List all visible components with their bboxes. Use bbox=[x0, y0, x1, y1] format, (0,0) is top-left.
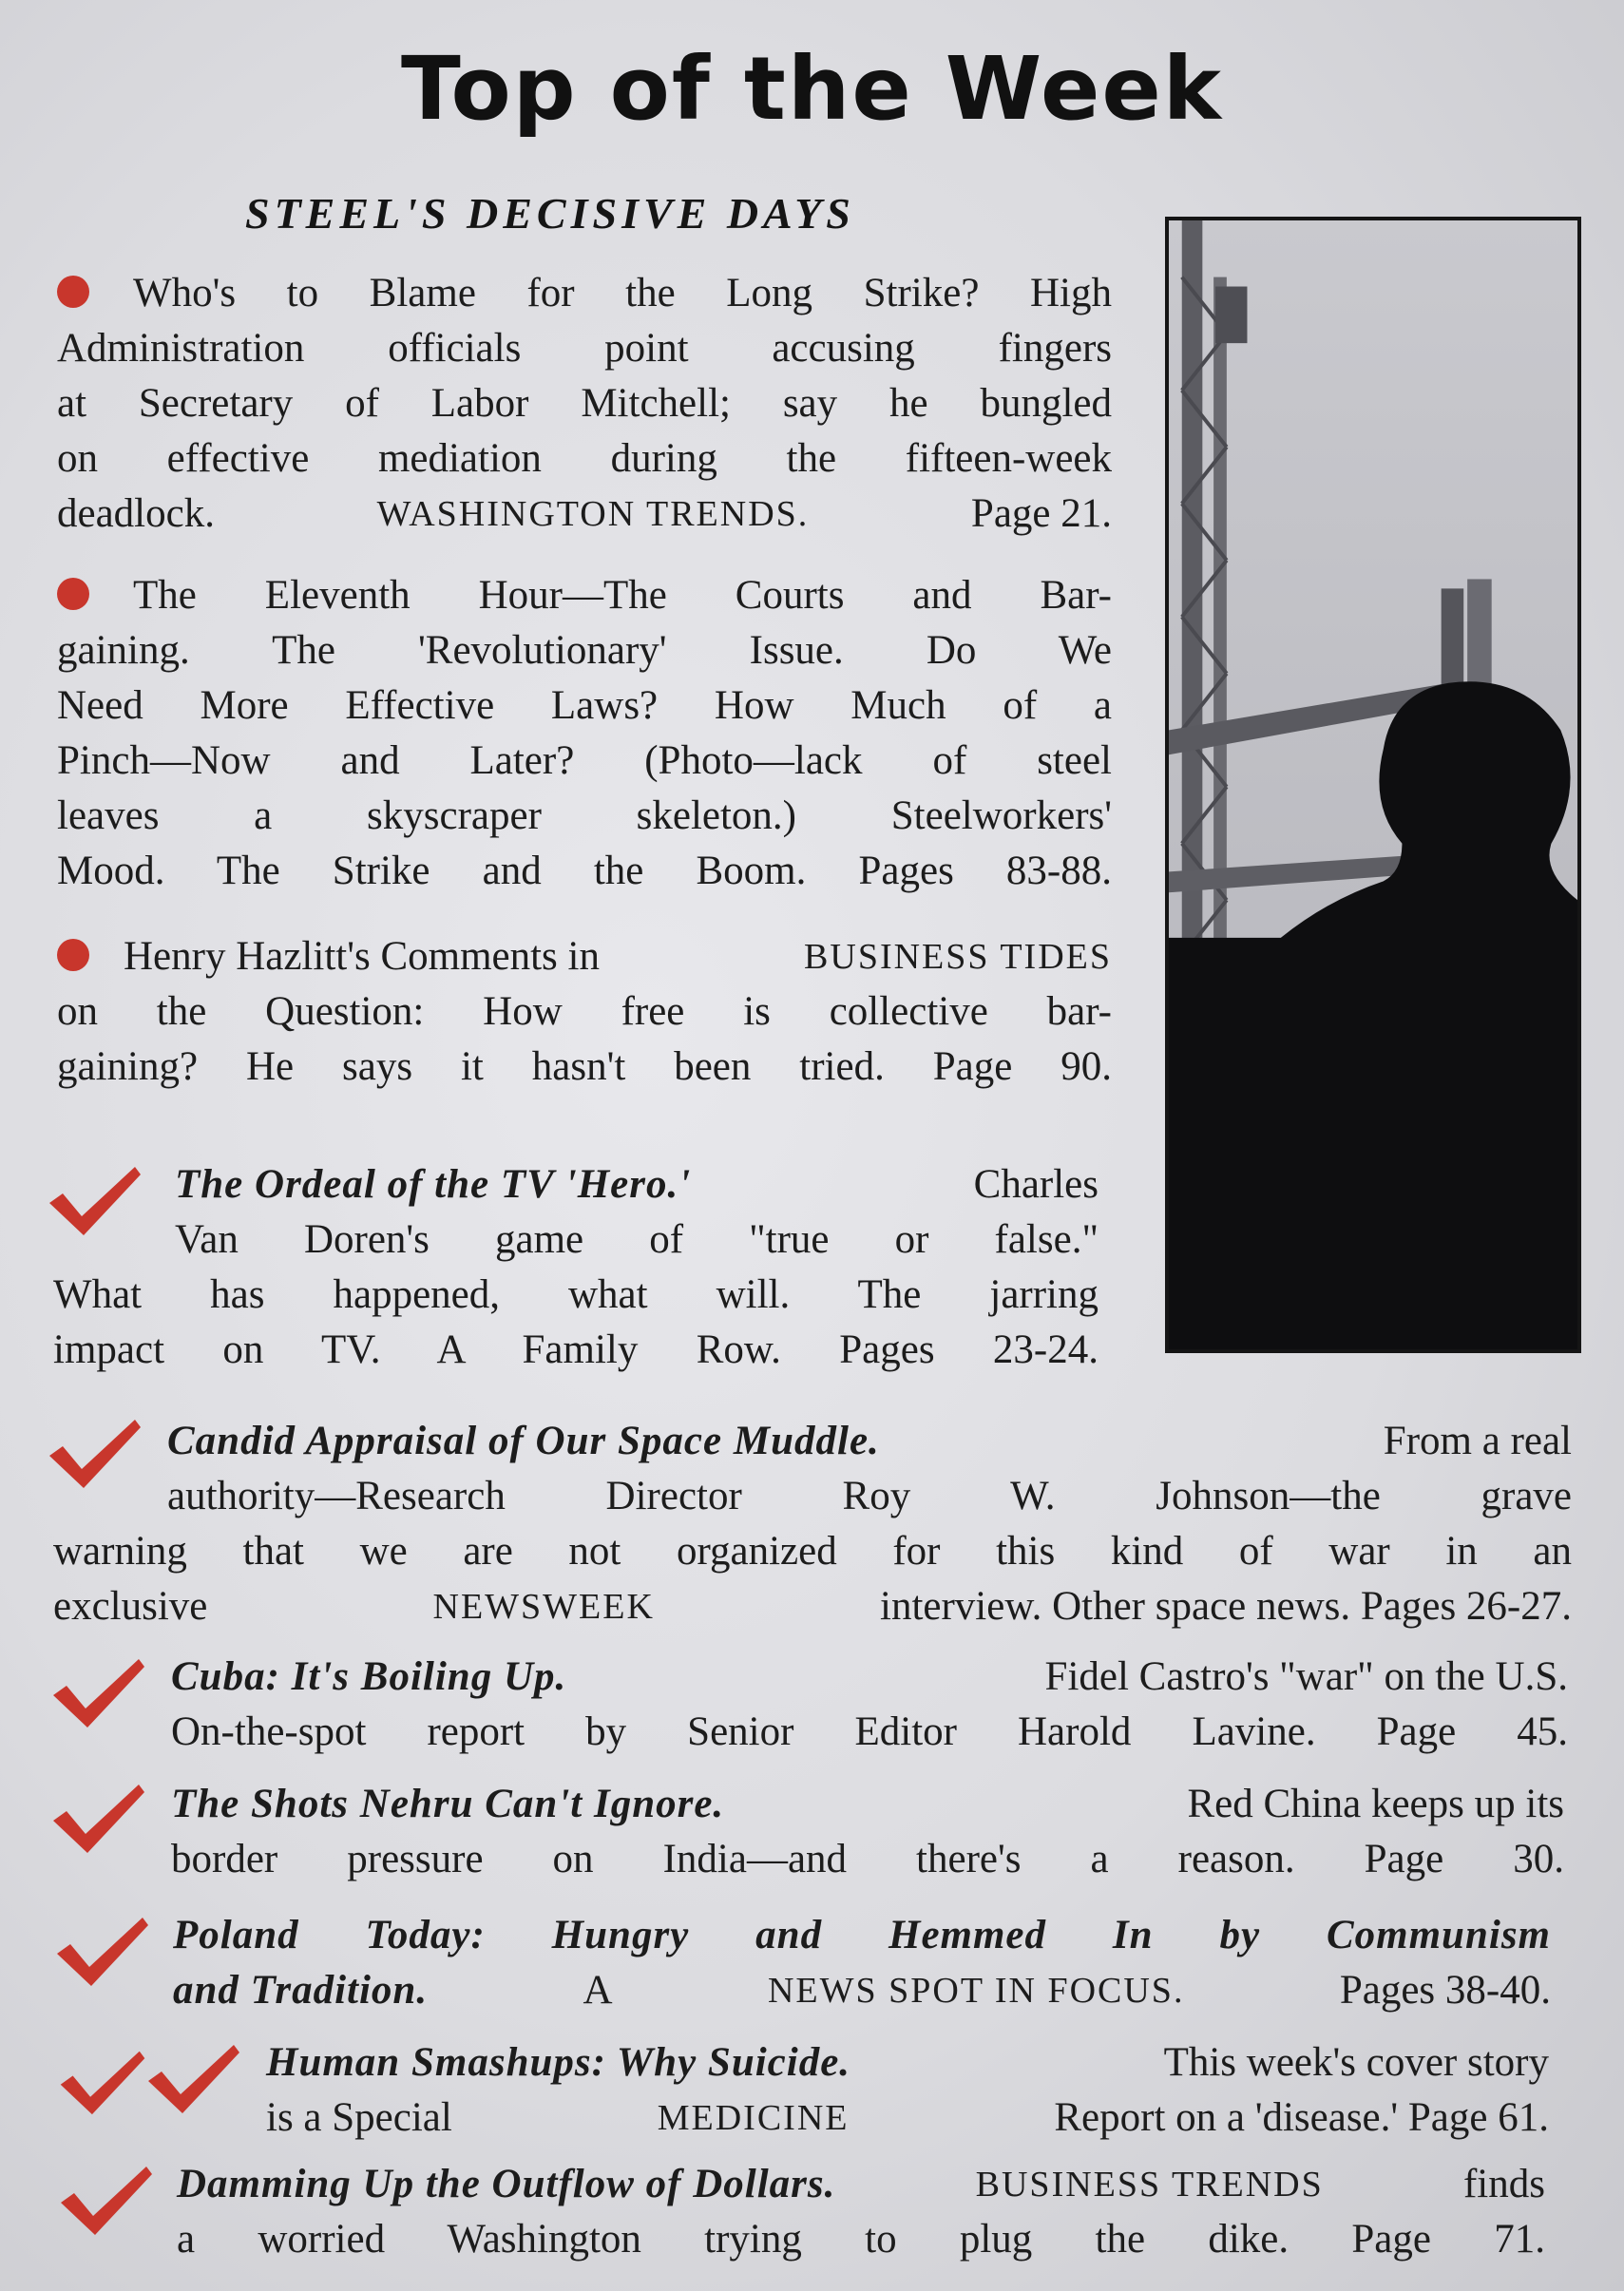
item-text-line bbox=[266, 2091, 1549, 2146]
item-text-line: authority—Research Director Roy W. Johnson—the grave bbox=[167, 1474, 1572, 1518]
item-text-line: Administration officials point accusing fingers bbox=[57, 326, 1112, 371]
item-text: is a Special bbox=[266, 2095, 452, 2140]
item-text-line: on effective mediation during the fifteen-week bbox=[57, 436, 1112, 481]
item-text-line bbox=[177, 2157, 1545, 2212]
item-text-line bbox=[171, 1777, 1564, 1832]
item-text-line: at Secretary of Labor Mitchell; say he bungled bbox=[57, 381, 1112, 426]
list-item bbox=[171, 1777, 1564, 1887]
skyscraper-silhouette-image bbox=[1169, 220, 1577, 1349]
list-item bbox=[53, 1414, 1572, 1634]
section-ref: BUSINESS TRENDS bbox=[975, 2165, 1324, 2205]
item-text-line bbox=[53, 1579, 1572, 1634]
red-checkmark-icon bbox=[57, 2161, 156, 2239]
item-text-line: warning that we are not organized for this kind of war in an bbox=[53, 1529, 1572, 1574]
magazine-name: NEWSWEEK bbox=[432, 1587, 655, 1627]
item-text-line bbox=[57, 487, 1112, 542]
item-text-line: On-the-spot report by Senior Editor Harold Lavine. Page 45. bbox=[171, 1709, 1568, 1754]
item-headline: Cuba: It's Boiling Up. bbox=[171, 1654, 567, 1699]
item-text-line: Who's to Blame for the Long Strike? High bbox=[133, 271, 1112, 315]
item-text: Fidel Castro's "war" on the U.S. bbox=[1044, 1654, 1568, 1699]
item-text-line: border pressure on India—and there's a reason. Page 30. bbox=[171, 1837, 1564, 1881]
red-checkmark-icon bbox=[53, 1912, 152, 1990]
item-text: exclusive bbox=[53, 1584, 208, 1629]
item-text: Charles bbox=[973, 1162, 1099, 1207]
section-heading: STEEL'S DECISIVE DAYS bbox=[245, 189, 855, 238]
item-text-line: gaining. The 'Revolutionary' Issue. Do We bbox=[57, 628, 1112, 673]
red-checkmark-icon bbox=[49, 1653, 148, 1731]
red-checkmark-icon bbox=[49, 1779, 148, 1857]
item-text-line bbox=[173, 1908, 1551, 1963]
item-headline: and Tradition. bbox=[173, 1968, 429, 2013]
list-item bbox=[266, 2035, 1549, 2146]
list-item bbox=[173, 1908, 1551, 2018]
item-text-line: Mood. The Strike and the Boom. Pages 83-88. bbox=[57, 849, 1112, 893]
section-ref: NEWS SPOT IN FOCUS. bbox=[767, 1971, 1185, 2011]
item-text: From a real bbox=[1383, 1419, 1572, 1463]
item-text-line: gaining? He says it hasn't been tried. Page 90. bbox=[57, 1044, 1112, 1089]
list-item bbox=[177, 2157, 1545, 2267]
item-text: A bbox=[583, 1968, 613, 2013]
item-headline: The Shots Nehru Can't Ignore. bbox=[171, 1782, 725, 1826]
red-checkmark-icon bbox=[57, 2043, 148, 2121]
item-text: interview. Other space news. Pages 26-27. bbox=[880, 1584, 1572, 1629]
list-item bbox=[57, 266, 1112, 542]
red-checkmark-icon bbox=[144, 2039, 243, 2117]
item-text-line: Van Doren's game of "true or false." bbox=[175, 1217, 1099, 1262]
item-text-line: Need More Effective Laws? How Much of a bbox=[57, 683, 1112, 728]
item-text-line bbox=[57, 929, 1112, 984]
item-text: Red China keeps up its bbox=[1187, 1782, 1564, 1826]
list-item bbox=[53, 1157, 1099, 1378]
item-headline: Damming Up the Outflow of Dollars. bbox=[177, 2162, 836, 2206]
list-item bbox=[57, 568, 1112, 899]
item-text-line: on the Question: How free is collective bar- bbox=[57, 989, 1112, 1034]
item-text-line bbox=[173, 1963, 1551, 2018]
page-ref: Report on a 'disease.' Page 61. bbox=[1054, 2095, 1549, 2140]
item-headline: Poland Today: Hungry and Hemmed In by Communism bbox=[173, 1913, 1551, 1957]
item-text-line: Pinch—Now and Later? (Photo—lack of steel bbox=[57, 738, 1112, 783]
item-headline: Candid Appraisal of Our Space Muddle. bbox=[167, 1419, 880, 1463]
item-text-line bbox=[266, 2035, 1549, 2091]
item-text-line bbox=[53, 1157, 1099, 1212]
item-headline: The Ordeal of the TV 'Hero.' bbox=[175, 1162, 692, 1207]
item-text: finds bbox=[1462, 2162, 1545, 2206]
item-text-line: What has happened, what will. The jarring bbox=[53, 1272, 1099, 1317]
list-item bbox=[171, 1650, 1568, 1760]
item-text-line: The Eleventh Hour—The Courts and Bar- bbox=[133, 573, 1112, 618]
skyscraper-photo bbox=[1165, 217, 1581, 1353]
list-item bbox=[57, 929, 1112, 1095]
item-headline: Human Smashups: Why Suicide. bbox=[266, 2040, 851, 2085]
item-text-line: impact on TV. A Family Row. Pages 23-24. bbox=[53, 1327, 1099, 1372]
section-ref: WASHINGTON TRENDS. bbox=[376, 494, 810, 534]
page-title: Top of the Week bbox=[401, 38, 1223, 140]
item-text-line: leaves a skyscraper skeleton.) Steelworkers' bbox=[57, 793, 1112, 838]
page-ref: Page 21. bbox=[970, 491, 1112, 536]
item-text-line bbox=[171, 1650, 1568, 1705]
section-ref: BUSINESS TIDES bbox=[804, 937, 1112, 977]
section-ref: MEDICINE bbox=[657, 2098, 850, 2138]
item-text-line bbox=[53, 1414, 1572, 1469]
item-text: deadlock. bbox=[57, 491, 215, 536]
page-ref: Pages 38-40. bbox=[1339, 1968, 1551, 2013]
item-text: Henry Hazlitt's Comments in bbox=[124, 934, 600, 979]
item-text: This week's cover story bbox=[1163, 2040, 1549, 2085]
item-text-line: a worried Washington trying to plug the dike. Page 71. bbox=[177, 2217, 1545, 2262]
